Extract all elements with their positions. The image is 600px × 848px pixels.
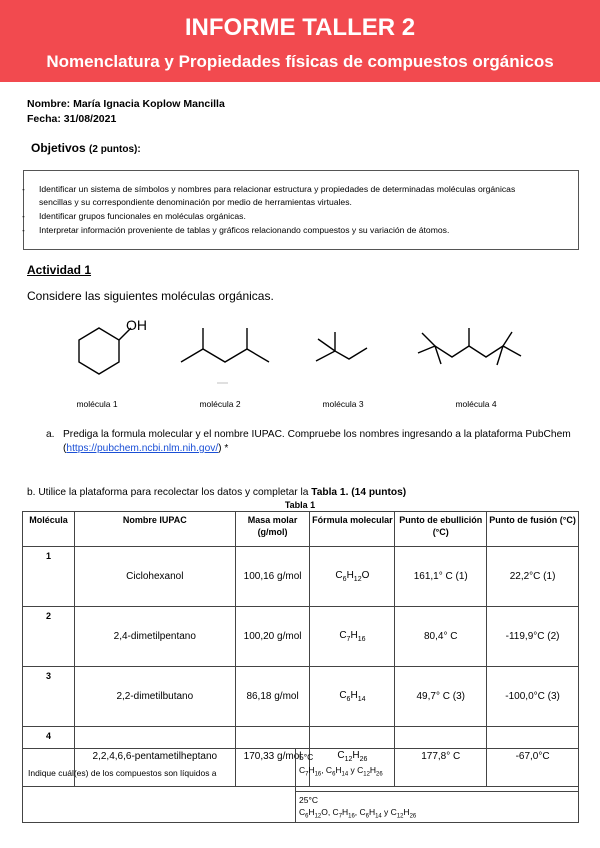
molecule-4-methyl [422, 333, 435, 346]
data-table [22, 511, 579, 787]
row-name: 2,2,4,6,6-pentametilheptano [74, 727, 235, 787]
row-melting-point: -100,0°C (3) [487, 667, 579, 727]
header-nombre: Nombre IUPAC [74, 512, 235, 547]
pubchem-link[interactable]: https://pubchem.ncbi.nlm.nih.gov/ [66, 443, 219, 454]
molecule-3-chain [316, 348, 367, 361]
molecule-1-label: molécula 1 [76, 399, 118, 409]
molecule-2-chain [181, 349, 269, 362]
row-name: 2,2-dimetilbutano [74, 667, 235, 727]
question-a-end: ) * [218, 443, 229, 454]
answer-25c-cell [296, 792, 578, 822]
table-header-row [23, 512, 579, 547]
row-number: 3 [23, 667, 75, 727]
answer-5c-cell [296, 749, 578, 792]
header-masa: Masa molar (g/mol) [235, 512, 310, 547]
row-mass: 100,16 g/mol [235, 547, 310, 607]
objective-item: - Identificar un sistema de símbolos y nombres para relacionar estructura y propiedades de determinadas moléculas orgánicas sencillas y su correspondiente denominación por medio de herramientas virtuales. [22, 184, 516, 207]
header-fusion: Punto de fusión (°C) [487, 512, 579, 547]
row-mass: 86,18 g/mol [235, 667, 310, 727]
row-formula: $C_{12}H_{26}$ [310, 727, 395, 787]
molecule-3-label: molécula 3 [322, 399, 364, 409]
activity-title: Actividad 1 [27, 263, 92, 277]
row-mass: 100,20 g/mol [235, 607, 310, 667]
answer-25c-temp: 25°C [299, 795, 318, 805]
row-formula: $C_7H_{16}$ [310, 607, 395, 667]
molecule-3-methyl [318, 339, 335, 351]
activity-intro: Considere las siguientes moléculas orgánicas. [27, 289, 274, 303]
row-mass: 170,33 g/mol [235, 727, 310, 787]
answer-5c-temp: 5°C [299, 752, 314, 762]
liquid-question: Indique cuál(es) de los compuestos son líquidos a [28, 768, 217, 778]
liquid-question-table [22, 748, 579, 823]
row-melting-point: 22,2°C (1) [487, 547, 579, 607]
report-date: Fecha: 31/08/2021 [27, 113, 117, 125]
objective-item: - Identificar grupos funcionales en moléculas orgánicas. [22, 211, 246, 221]
objectives-heading [31, 141, 141, 155]
row-name: Ciclohexanol [74, 547, 235, 607]
objectives-points: (2 puntos): [89, 144, 141, 155]
header-ebullicion: Punto de ebullición (°C) [395, 512, 487, 547]
molecule-1-oh-label: OH [126, 317, 147, 333]
row-formula: $C_6H_{12}O$ [310, 547, 395, 607]
table-caption: Tabla 1 [284, 500, 316, 510]
report-header [0, 0, 600, 82]
molecule-2-label: molécula 2 [199, 399, 241, 409]
table-row [23, 607, 579, 667]
question-b: b. Utilice la plataforma para recolectar los datos y completar la Tabla 1. (14 puntos) [27, 487, 407, 498]
objective-item: - Interpretar información proveniente de tablas y gráficos relacionando compuestos y su variación de átomos. [22, 225, 450, 235]
molecule-1-ring [79, 328, 119, 374]
molecule-4-methyl [503, 332, 512, 346]
table-row [23, 547, 579, 607]
row-boiling-point: 177,8° C [395, 727, 487, 787]
row-boiling-point: 80,4° C [395, 607, 487, 667]
header-formula: Fórmula molecular [310, 512, 395, 547]
row-number: 2 [23, 607, 75, 667]
report-title: INFORME TALLER 2 [184, 14, 416, 41]
row-melting-point: -67,0°C [487, 727, 579, 787]
row-boiling-point: 161,1° C (1) [395, 547, 487, 607]
row-formula: $C_6H_{14}$ [310, 667, 395, 727]
student-name: Nombre: María Ignacia Koplow Mancilla [27, 98, 225, 110]
row-number: 1 [23, 547, 75, 607]
row-melting-point: -119,9°C (2) [487, 607, 579, 667]
report-subtitle: Nomenclatura y Propiedades físicas de compuestos orgánicos [46, 52, 554, 71]
molecule-4-label: molécula 4 [455, 399, 497, 409]
molecules-drawing [0, 310, 600, 395]
molecule-4-chain [418, 346, 521, 357]
question-a-letter: a. [46, 429, 55, 440]
row-boiling-point: 49,7° C (3) [395, 667, 487, 727]
answer-5c-formulas: $C_7H_{16}$, $C_6H_{14}$ y $C_{12}H_{26}$ [299, 765, 383, 778]
table-row [23, 667, 579, 727]
answer-25c-formulas: $C_6H_{12}O$, $C_7H_{16}$, $C_6H_{14}$ y $C_{12}H_{26}$ [299, 807, 417, 820]
header-molecula: Molécula [23, 512, 75, 547]
objectives-title: Objetivos [31, 141, 86, 155]
row-number: 4 [23, 727, 75, 787]
row-name: 2,4-dimetilpentano [74, 607, 235, 667]
question-a-text: Prediga la formula molecular y el nombre IUPAC. Compruebe los nombres ingresando a la plataforma PubChem ( [63, 429, 571, 454]
liquid-question-cell [23, 749, 296, 822]
